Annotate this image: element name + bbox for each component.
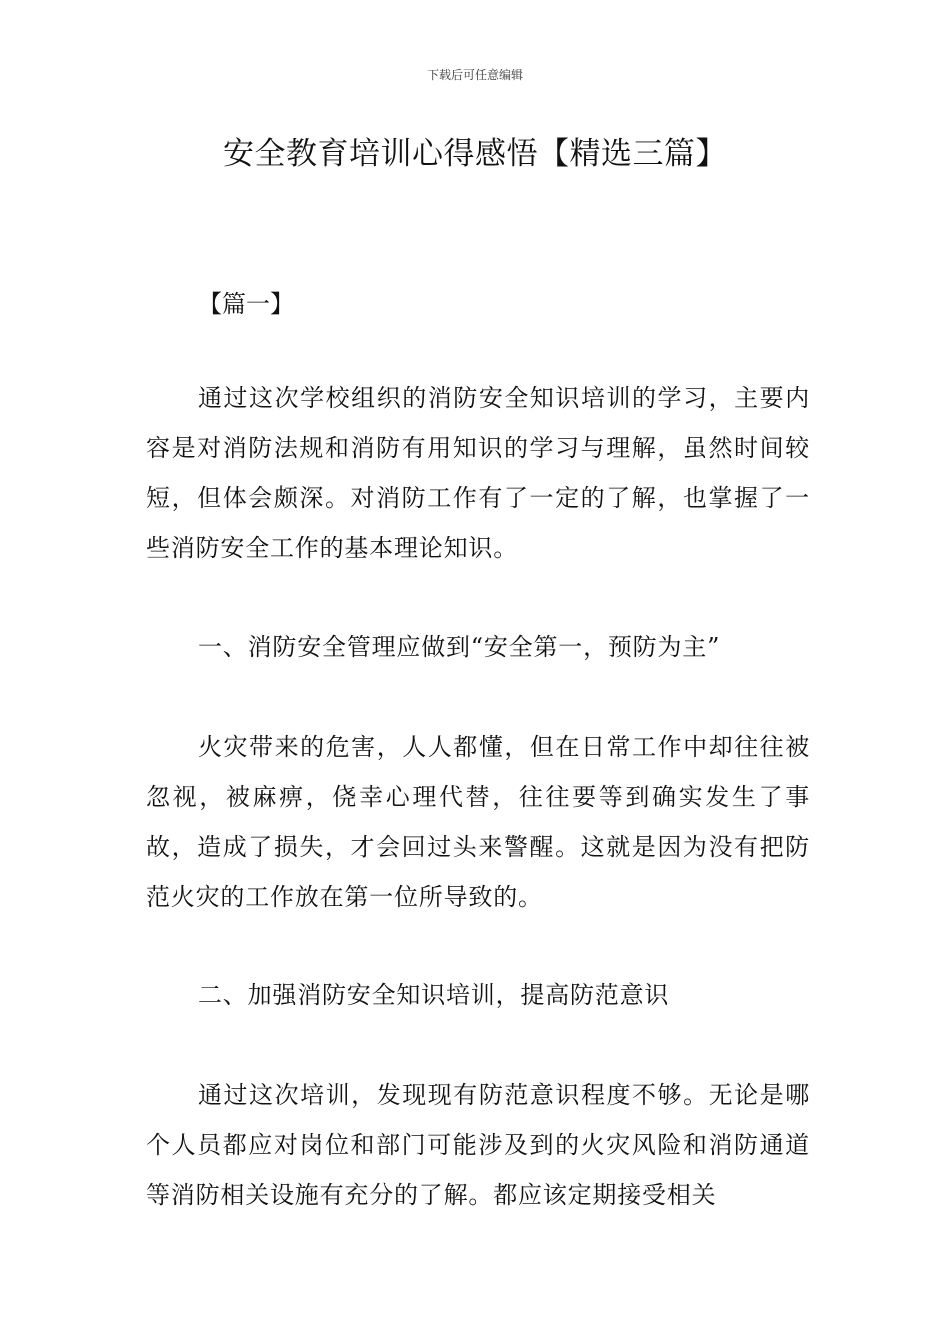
paragraph-intro: 通过这次学校组织的消防安全知识培训的学习，主要内容是对消防法规和消防有用知识的学习与理解，虽然时间较短，但体会颇深。对消防工作有了一定的了解，也掌握了一些消防安全工作的基本理论知识。 bbox=[146, 384, 810, 562]
heading-point-two: 二、加强消防安全知识培训，提高防范意识 bbox=[198, 981, 670, 1009]
paragraph-point-one: 火灾带来的危害，人人都懂，但在日常工作中却往往被忽视，被麻痹，侥幸心理代替，往往要等到确实发生了事故，造成了损失，才会回过头来警醒。这就是因为没有把防范火灾的工作放在第一位所导致的。 bbox=[146, 733, 810, 911]
section-label: 【篇一】 bbox=[198, 290, 294, 318]
header-note: 下载后可任意编辑 bbox=[426, 68, 523, 82]
paragraph-point-two: 通过这次培训，发现现有防范意识程度不够。无论是哪个人员都应对岗位和部门可能涉及到的火灾风险和消防通道等消防相关设施有充分的了解。都应该定期接受相关 bbox=[146, 1081, 810, 1209]
document-title: 安全教育培训心得感悟【精选三篇】 bbox=[223, 136, 727, 172]
heading-point-one: 一、消防安全管理应做到“安全第一，预防为主” bbox=[198, 633, 721, 661]
